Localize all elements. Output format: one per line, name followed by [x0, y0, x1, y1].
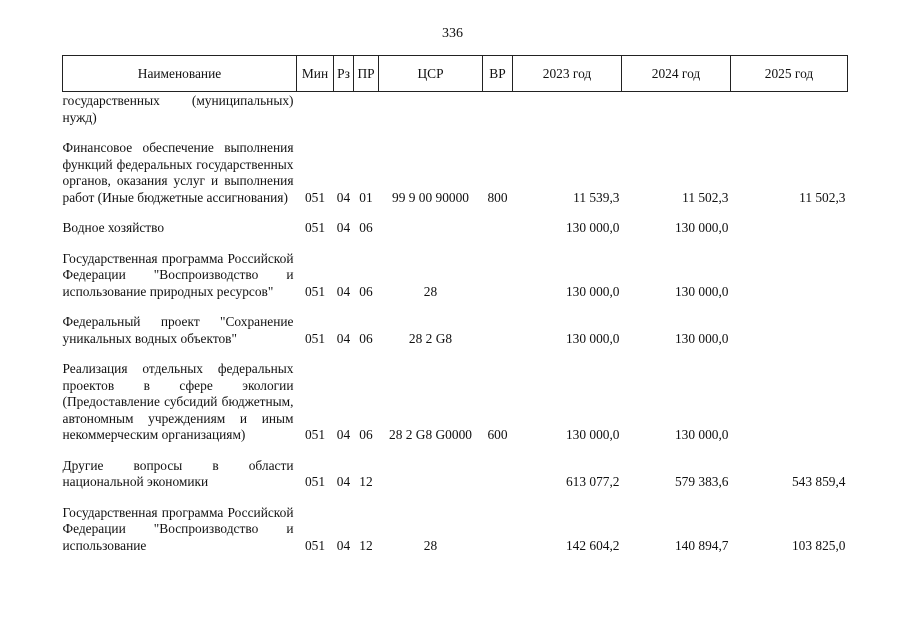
row-2025: 11 502,3	[799, 189, 846, 205]
budget-table	[62, 55, 848, 554]
row-csr	[379, 220, 483, 237]
row-pr: 12	[359, 474, 373, 489]
row-min: 051	[304, 537, 326, 553]
header-2025: 2025 год	[731, 56, 848, 92]
row-min: 051	[304, 330, 326, 346]
row-2024: 579 383,6	[674, 474, 729, 489]
header-csr: ЦСР	[379, 56, 483, 92]
row-2024: 130 000,0	[674, 283, 729, 299]
header-2023: 2023 год	[513, 56, 622, 92]
row-min: 051	[304, 220, 326, 235]
row-min: 051	[304, 283, 326, 299]
table-header-row	[63, 56, 848, 92]
row-2024	[622, 92, 731, 127]
row-vr: 800	[487, 189, 508, 205]
row-vr	[483, 505, 513, 555]
header-vr: ВР	[483, 56, 513, 92]
header-min: Мин	[297, 56, 334, 92]
table-row	[63, 314, 848, 347]
row-vr	[483, 220, 513, 237]
page-number: 336	[442, 26, 463, 41]
row-name: Реализация отдельных федеральных проектов в сфере экологии (Предоставление субсидий бюджетным, автономным учреждениям и иным некоммерческим организациям)	[62, 361, 294, 442]
table-row	[63, 361, 848, 444]
header-pr: ПР	[354, 56, 379, 92]
table-row	[63, 505, 848, 555]
row-rz: 04	[336, 537, 351, 553]
header-name: Наименование	[63, 56, 297, 92]
row-rz: 04	[336, 283, 351, 299]
row-min: 051	[304, 189, 326, 205]
table-row	[63, 251, 848, 301]
row-rz: 04	[336, 220, 351, 235]
row-2024: 130 000,0	[674, 427, 729, 442]
row-csr: 28	[423, 537, 438, 553]
row-2023: 11 539,3	[573, 189, 620, 205]
row-2025	[731, 92, 848, 127]
row-2023: 142 604,2	[565, 537, 620, 553]
table-row	[63, 220, 848, 237]
row-csr	[379, 458, 483, 491]
row-2025	[731, 314, 848, 347]
row-rz: 04	[336, 189, 351, 205]
table-row	[63, 458, 848, 491]
row-2023: 130 000,0	[565, 283, 620, 299]
row-vr	[483, 458, 513, 491]
row-csr	[379, 92, 483, 127]
row-2025: 543 859,4	[791, 474, 846, 489]
row-2023: 613 077,2	[565, 474, 620, 489]
row-name: Водное хозяйство	[62, 220, 165, 235]
row-2025: 103 825,0	[791, 537, 846, 553]
row-2023: 130 000,0	[565, 427, 620, 442]
row-rz: 04	[336, 427, 351, 442]
table-row	[63, 92, 848, 127]
row-2023	[513, 92, 622, 127]
row-csr: 99 9 00 90000	[392, 189, 469, 205]
row-2024: 130 000,0	[674, 330, 729, 346]
row-2025	[731, 251, 848, 301]
row-pr: 01	[359, 189, 373, 205]
row-min	[297, 92, 334, 127]
row-vr	[483, 314, 513, 347]
row-2024: 130 000,0	[674, 220, 729, 235]
table-row	[63, 140, 848, 206]
row-pr: 06	[359, 220, 373, 235]
row-vr	[483, 251, 513, 301]
row-pr	[354, 92, 379, 127]
row-csr: 28 2 G8 G0000	[389, 427, 472, 442]
row-name: Государственная программа Российской Федерации "Воспроизводство и использование природных ресурсов"	[62, 250, 294, 299]
row-rz: 04	[336, 330, 351, 346]
row-2025	[731, 220, 848, 237]
row-rz: 04	[336, 474, 351, 489]
row-csr: 28 2 G8	[408, 330, 453, 346]
header-rz: Рз	[334, 56, 354, 92]
row-pr: 06	[359, 330, 373, 346]
row-min: 051	[304, 427, 326, 442]
row-2024: 11 502,3	[682, 189, 729, 205]
row-rz	[334, 92, 354, 127]
row-name: государственных (муниципальных) нужд)	[62, 93, 294, 125]
row-csr: 28	[423, 283, 438, 299]
row-2023: 130 000,0	[565, 330, 620, 346]
row-name: Финансовое обеспечение выполнения функций федеральных государственных органов, оказания услуг и выполнения работ (Иные бюджетные ассигнования)	[62, 140, 294, 205]
row-name: Государственная программа Российской Федерации "Воспроизводство и использование	[62, 504, 294, 553]
row-2025	[731, 361, 848, 444]
row-pr: 06	[359, 427, 373, 442]
row-2024: 140 894,7	[674, 537, 729, 553]
row-name: Федеральный проект "Сохранение уникальных водных объектов"	[62, 314, 294, 346]
row-pr: 06	[359, 283, 373, 299]
header-2024: 2024 год	[622, 56, 731, 92]
row-2023: 130 000,0	[565, 220, 620, 235]
row-name: Другие вопросы в области национальной экономики	[62, 457, 294, 489]
row-min: 051	[304, 474, 326, 489]
row-vr: 600	[487, 427, 508, 442]
row-pr: 12	[359, 537, 373, 553]
row-vr	[483, 92, 513, 127]
